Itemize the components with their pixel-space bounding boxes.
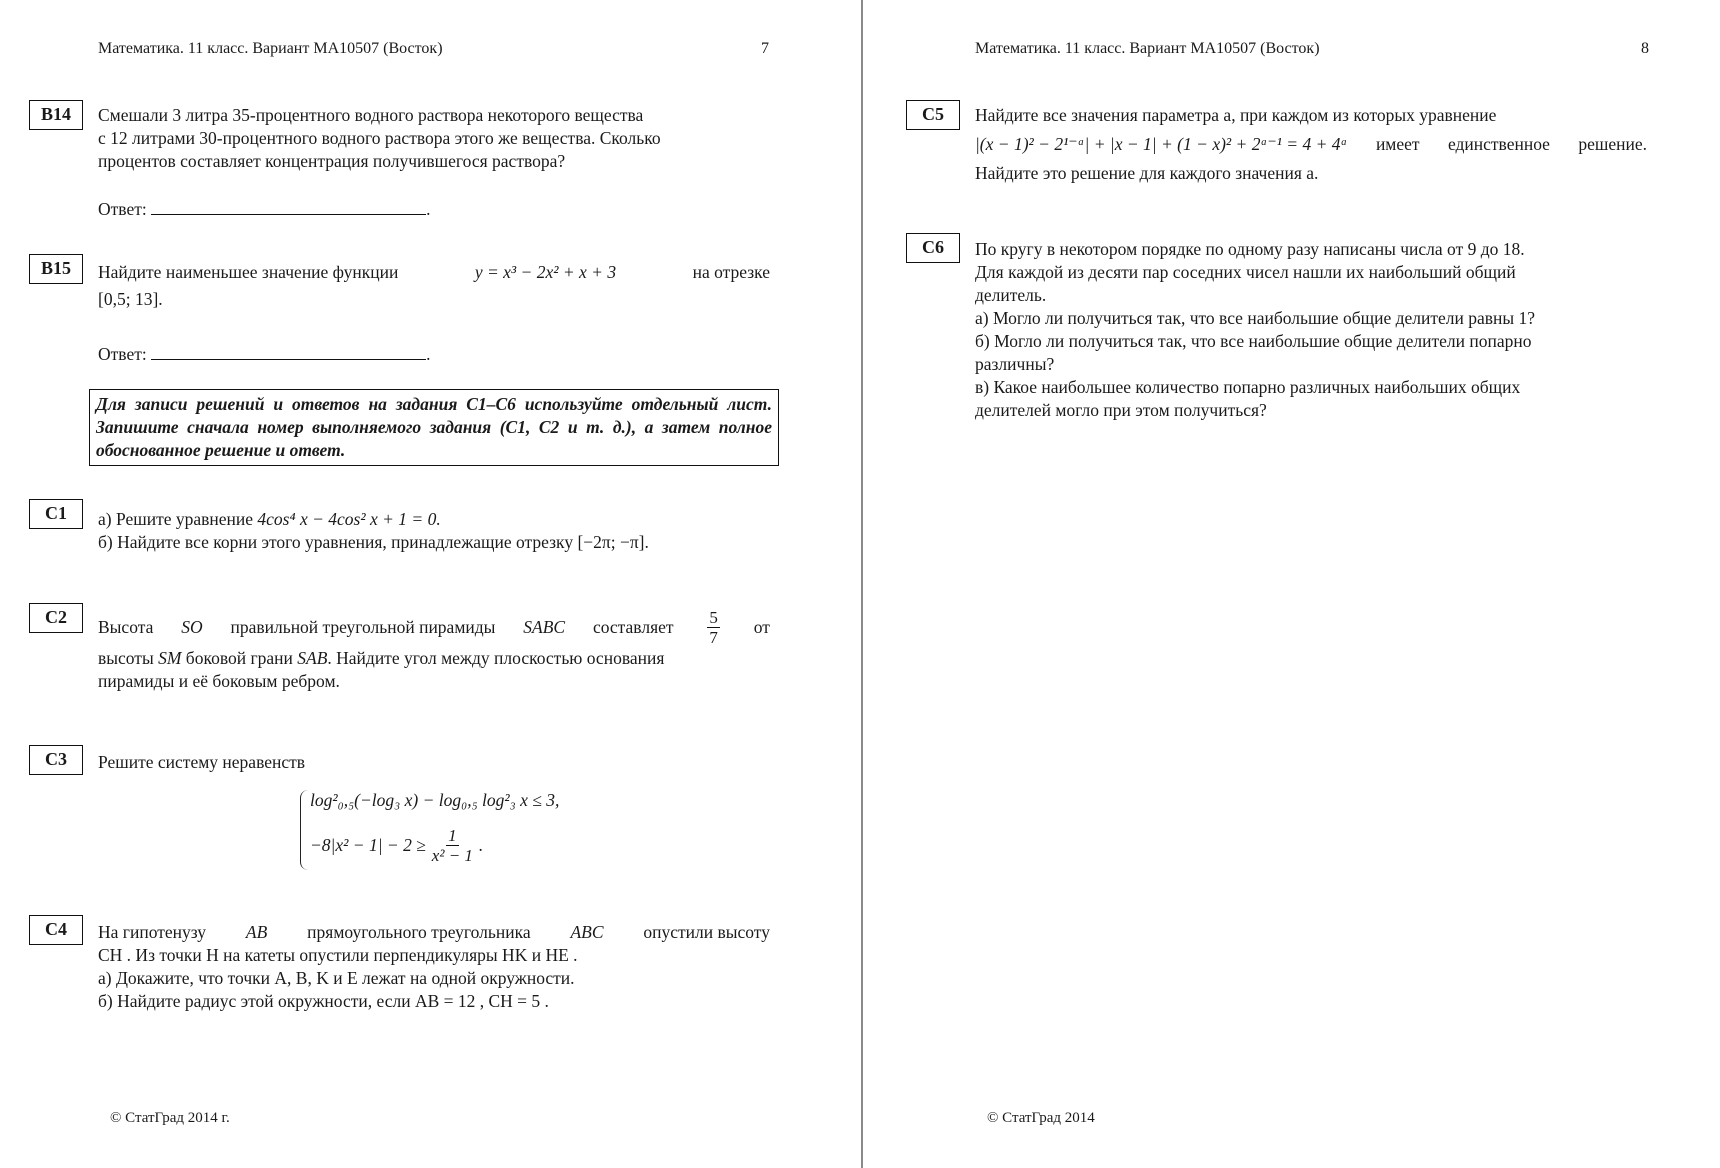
task-c4-line3: а) Докажите, что точки A, B, K и E лежат на одной окружности. — [98, 968, 575, 988]
instructions-box: Для записи решений и ответов на задания С1–С6 используйте отдельный лист. Запишите сначала номер выполняемого задания (С1, С2 и т. д.), а затем полное обоснованное решение и ответ. — [89, 389, 779, 466]
system-brace — [300, 790, 308, 870]
page-number: 7 — [761, 40, 769, 57]
page-footer: © СтатГрад 2014 г. — [110, 1110, 230, 1126]
task-c1-equation: 4cos⁴ x − 4cos² x + 1 = 0. — [257, 509, 441, 529]
page-footer: © СтатГрад 2014 — [987, 1110, 1095, 1126]
fraction-denominator: 7 — [709, 628, 718, 647]
task-c6-line: а) Могло ли получиться так, что все наибольшие общие делители равны 1? — [975, 308, 1536, 328]
page-header: Математика. 11 класс. Вариант МА10507 (Восток) — [975, 40, 1320, 57]
task-c4-line1-a: На гипотенузу — [98, 922, 207, 942]
fraction-numerator: 1 — [448, 826, 457, 845]
task-c1-line-a: а) Решите уравнение — [98, 509, 254, 529]
task-c2-so: SO — [181, 617, 203, 637]
task-b14-line: процентов составляет концентрация получившегося раствора? — [98, 151, 566, 171]
task-c2-fraction — [707, 608, 720, 647]
system-row-2-left: −8|x² − 1| − 2 ≥ — [310, 835, 426, 855]
task-c4-ab: AB — [245, 922, 268, 942]
task-c4-line1-b: прямоугольного треугольника — [307, 922, 531, 942]
task-c2-text-b: правильной треугольной пирамиды — [230, 617, 496, 637]
task-c5-text — [975, 104, 1647, 185]
task-label-b15: B15 — [29, 254, 83, 284]
task-c4-text — [98, 921, 770, 1013]
fraction-denominator: x² − 1 — [431, 846, 473, 865]
task-c2-text-a: Высота — [98, 617, 154, 637]
task-c2-line3: пирамиды и её боковым ребром. — [98, 671, 340, 691]
task-c5-line3: Найдите это решение для каждого значения a. — [975, 163, 1319, 183]
task-c6-text — [975, 238, 1647, 422]
task-c4-line1-c: опустили высоту — [643, 922, 770, 942]
task-c2-line2-c: . Найдите угол между плоскостью основания — [327, 648, 665, 668]
page-number: 8 — [1641, 40, 1649, 57]
task-b14-text — [98, 104, 770, 173]
answer-line-b14: Ответ: . — [98, 199, 431, 219]
task-c5-line1: Найдите все значения параметра a, при каждом из которых уравнение — [975, 105, 1497, 125]
task-label-c6: C6 — [906, 233, 960, 263]
right-page — [863, 0, 1720, 1168]
task-label-c5: C5 — [906, 100, 960, 130]
answer-label: Ответ: — [98, 344, 147, 364]
task-c3-system — [300, 788, 600, 876]
task-c4-abc: ABC — [570, 922, 604, 942]
task-c6-line: различны? — [975, 354, 1055, 374]
task-c2-text-d: от — [753, 617, 770, 637]
page-header: Математика. 11 класс. Вариант МА10507 (Восток) — [98, 40, 443, 57]
task-c2-line2-b: боковой грани — [185, 648, 293, 668]
task-c2-text — [98, 608, 770, 693]
answer-line-b15: Ответ: . — [98, 344, 431, 364]
task-c4-line2: CH . Из точки H на катеты опустили перпендикуляры HK и HE . — [98, 945, 578, 965]
task-label-b14: B14 — [29, 100, 83, 130]
task-c6-line: делитель. — [975, 285, 1047, 305]
task-c2-sab: SAB — [297, 648, 328, 668]
task-label-c3: C3 — [29, 745, 83, 775]
answer-label: Ответ: — [98, 199, 147, 219]
task-b15-function: y = x³ − 2x² + x + 3 — [474, 262, 617, 282]
answer-blank[interactable] — [151, 199, 426, 215]
system-row-2 — [310, 826, 483, 865]
task-c2-sabc: SABC — [523, 617, 566, 637]
task-c1-text — [98, 508, 778, 554]
task-c6-line: б) Могло ли получиться так, что все наибольшие общие делители попарно — [975, 331, 1532, 351]
task-c2-line2-a: высоты — [98, 648, 154, 668]
system-row-2-end: . — [478, 835, 484, 855]
task-label-c4: C4 — [29, 915, 83, 945]
system-row-2-fraction — [432, 826, 473, 865]
task-b15-text-b: на отрезке — [692, 262, 770, 282]
task-c6-line: По кругу в некотором порядке по одному разу написаны числа от 9 до 18. — [975, 239, 1525, 259]
task-label-c1: C1 — [29, 499, 83, 529]
task-c6-line: Для каждой из десяти пар соседних чисел нашли их наибольший общий — [975, 262, 1516, 282]
task-c3-text: Решите систему неравенств — [98, 752, 306, 772]
task-c1-line-b: б) Найдите все корни этого уравнения, принадлежащие отрезку — [98, 532, 574, 552]
task-c5-equation: |(x − 1)² − 2¹⁻ᵃ| + |x − 1| + (1 − x)² + 2ᵃ⁻¹ = 4 + 4ᵃ — [975, 134, 1348, 154]
system-row-1: log²₀,₅(−log₃ x) − log₀,₅ log²₃ x ≤ 3, — [310, 790, 560, 810]
task-c6-line: делителей могло при этом получиться? — [975, 400, 1267, 420]
task-c1-interval: [−2π; −π]. — [577, 532, 649, 552]
task-b14-line: с 12 литрами 30-процентного водного раствора этого же вещества. Сколько — [98, 128, 661, 148]
task-c5-tail-c: решение. — [1578, 134, 1647, 154]
task-b15-text — [98, 261, 770, 311]
task-b15-segment: [0,5; 13]. — [98, 289, 163, 309]
task-c6-line: в) Какое наибольшее количество попарно различных наибольших общих — [975, 377, 1521, 397]
task-c2-text-c: составляет — [592, 617, 674, 637]
answer-blank[interactable] — [151, 344, 426, 360]
task-c5-tail-a: имеет — [1375, 134, 1420, 154]
task-label-c2: C2 — [29, 603, 83, 633]
task-c2-sm: SM — [158, 648, 182, 668]
task-b14-line: Смешали 3 литра 35-процентного водного раствора некоторого вещества — [98, 105, 644, 125]
task-b15-text-a: Найдите наименьшее значение функции — [98, 262, 399, 282]
task-c5-tail-b: единственное — [1447, 134, 1550, 154]
task-c4-line4: б) Найдите радиус этой окружности, если AB = 12 , CH = 5 . — [98, 991, 549, 1011]
fraction-numerator: 5 — [709, 608, 718, 627]
